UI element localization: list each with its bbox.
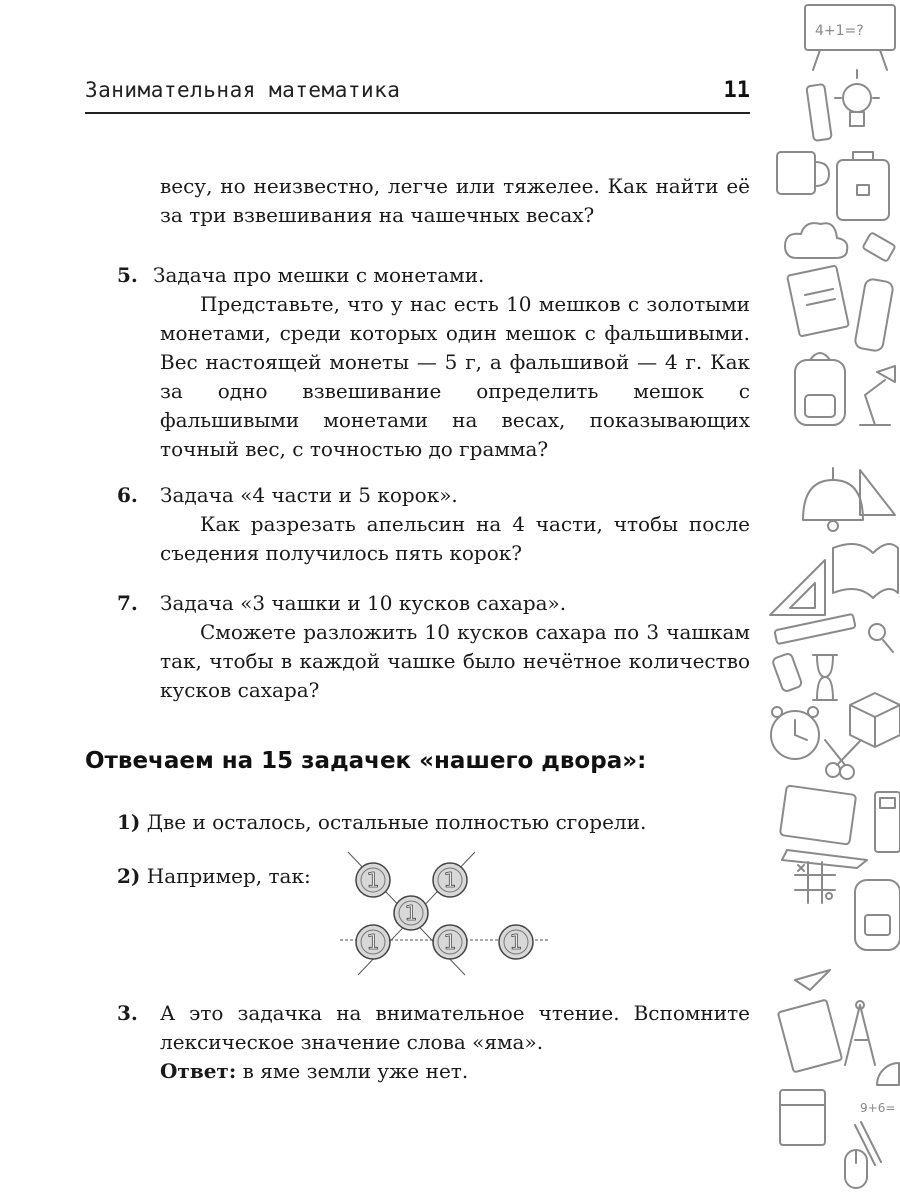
calendar-icon [780,1090,825,1145]
blackboard-icon [805,5,895,70]
lightbulb-icon [835,70,879,126]
svg-text:1: 1 [443,930,457,954]
answer-3-answer [160,1057,750,1086]
cloud-icon [785,223,847,258]
answer-2 [117,862,311,891]
bell-icon [803,468,863,531]
svg-text:1: 1 [366,868,380,892]
notebook-icon [787,265,849,336]
hourglass-icon [813,655,837,700]
coin [433,925,467,959]
formula-doodle: 9+6= [860,1101,896,1115]
eraser-icon [862,232,895,262]
coin [433,863,467,897]
glue-icon [772,653,803,693]
problem-7-text: Сможете разложить 10 кусков сахара по 3 чашкам так, чтобы в каждой чашке было нечётное количество кусков сахара? [160,620,750,702]
briefcase-icon [837,152,889,220]
pencil-icon [774,614,855,644]
coin [356,925,390,959]
svg-text:1: 1 [366,930,380,954]
problem-7-number: 7. [117,591,138,615]
scroll-icon [854,278,894,352]
answers-heading: Отвечаем на 15 задачек «нашего двора»: [85,748,647,774]
problem-7-title: Задача «3 чашки и 10 кусков сахара». [160,591,567,615]
set-square-icon [860,470,895,515]
running-header-title: Занимательная математика [85,78,401,102]
tic-tac-toe-icon [795,862,835,903]
svg-text:1: 1 [443,868,457,892]
problem-5-text: Представьте, что у нас есть 10 мешков с золотыми монетами, среди которых один мешок с фальшивыми. Вес настоящей монеты — 5 г, а фальшивой — 4 г. Как за одно взвешивание определить мешок с фальшивыми монетами на весах, показывающих точный вес, с точностью до грамма? [160,292,750,461]
marker-icon [806,84,831,141]
svg-text:1: 1 [404,901,418,925]
problem-5-title: Задача про мешки с монетами. [153,263,485,287]
paper-plane-icon [795,970,830,990]
protractor-icon [877,1063,899,1085]
answer-3-text: А это задачка на внимательное чтение. Вспомните лексическое значение слова «яма». [160,1001,750,1054]
backpack-icon [795,353,845,425]
lamp-icon [860,366,895,425]
page-number: 11 [723,78,750,103]
coin [394,896,428,930]
school-doodles-border [765,0,900,1200]
scissors-icon [825,740,861,779]
coin [499,925,533,959]
running-header [85,78,750,114]
laptop-icon [780,785,867,868]
answer-1-label: 1) [117,810,141,834]
open-book-icon [833,544,898,598]
pushpin-icon [869,624,893,652]
pen-icon [855,1122,881,1165]
problem-5-number: 5. [117,263,138,287]
compass-icon [845,1001,875,1065]
calculator-icon [875,792,900,852]
answer-1 [117,808,646,837]
triangle-ruler-icon [770,560,825,615]
computer-mouse-icon [845,1150,867,1188]
answer-3-answer-text: в яме земли уже нет. [242,1059,469,1083]
continuation-paragraph: весу, но неизвестно, легче или тяжелее. Как найти её за три взвешивания на чашечных весах? [160,174,750,227]
answer-3-number: 3. [117,1001,138,1025]
svg-text:1: 1 [509,930,523,954]
svg-text:4+1=?: 4+1=? [815,23,864,39]
cube-icon [850,693,900,747]
coin-arrangement-diagram [340,850,550,980]
school-bag-icon [855,880,900,950]
answer-1-text: Две и осталось, остальные полностью сгорели. [146,810,647,834]
mug-icon [777,152,829,194]
coin [356,863,390,897]
answer-2-label: 2) [117,864,141,888]
problem-6-text: Как разрезать апельсин на 4 части, чтобы после съедения получилось пять корок? [160,512,750,565]
answer-2-text: Например, так: [146,864,311,888]
alarm-clock-icon [771,707,819,759]
notebook-2-icon [778,1000,842,1073]
problem-6-title: Задача «4 части и 5 корок». [160,483,458,507]
answer-3-answer-label: Ответ: [160,1059,237,1083]
problem-6-number: 6. [117,483,138,507]
